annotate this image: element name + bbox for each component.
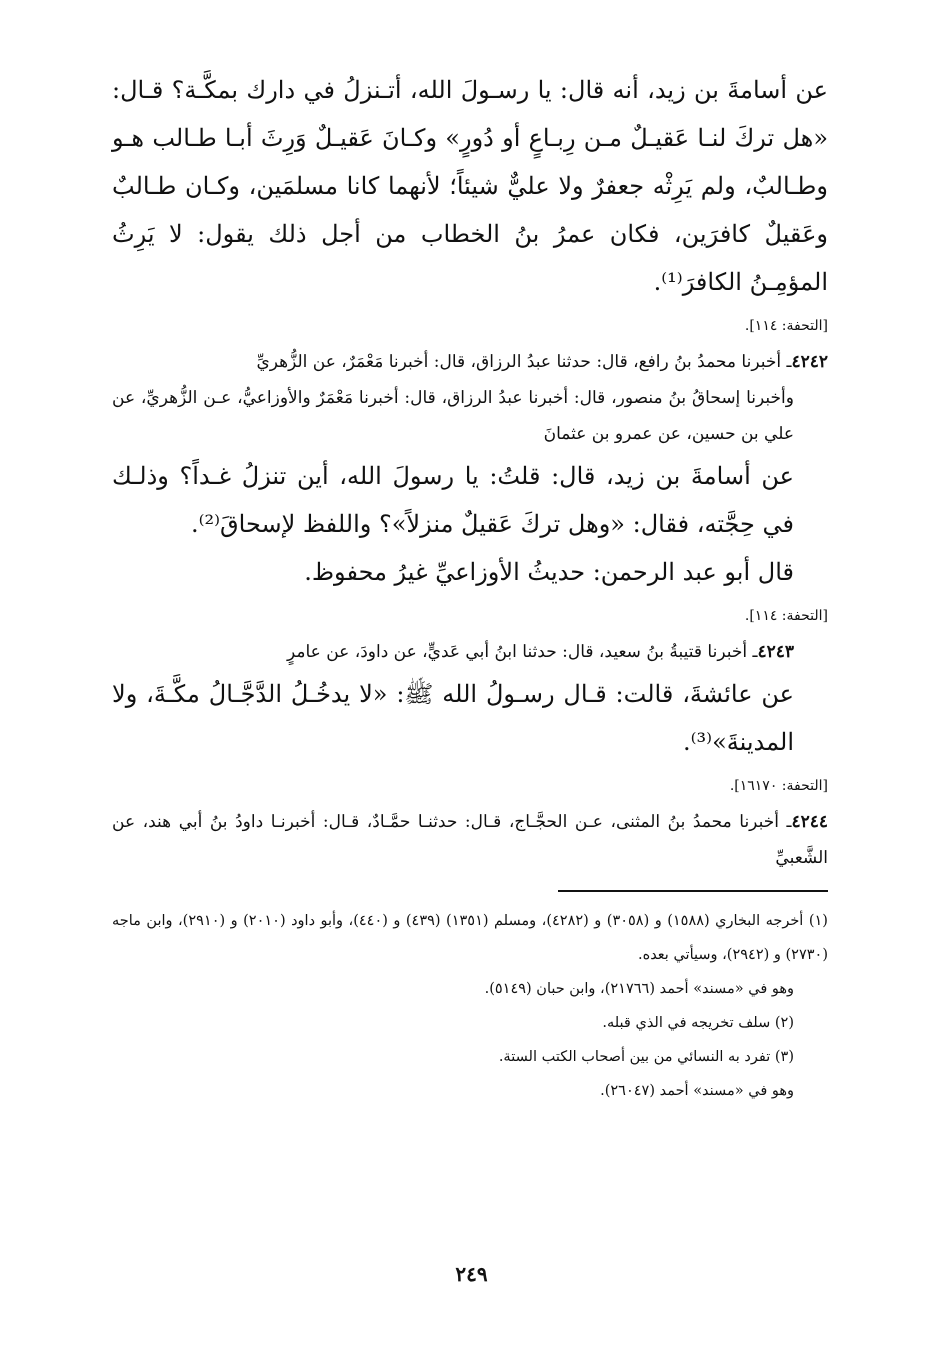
- page-body: [112, 66, 828, 1108]
- hadith-4244-isnad-text: ـ أخبرنا محمدُ بنُ المثنى، عـن الحجَّـاج، قـال: حدثنـا حمَّـادٌ، قـال: أخبرنـا داودُ بنُ أبي هند، عن الشَّعبيِّ: [112, 812, 828, 868]
- page-number: ٢٤٩: [455, 1262, 488, 1286]
- hadith-4242-text: عن أسامةَ بن زيد، قال: قلتُ: يا رسولَ الله، أين تنزلُ غـداً؟ وذلـك في حِجَّته، فقال: «وهل تركَ عَقيلٌ منزلاً»؟ واللفظ لإسحاقَ⁽²⁾.: [112, 462, 794, 538]
- hadith-4241-text: عن أسامةَ بن زيد، أنه قال: يا رسـولَ الله، أتـنزلُ في دارك بمكَّـة؟ قـال: «هل تركَ لنـا عَقيـلٌ مـن رِبـاعٍ أو دُورٍ» وكـانَ عَقيـلٌ وَرِثَ أبـا طـالب هـو وطـالبٌ، ولم يَرِثْه جعفرٌ ولا عليٌّ شيئاً؛ لأنهما كانا مسلمَين، وكـان طـالبٌ وعَقيلٌ كافرَين، فكان عمرُ بنُ الخطاب من أجل ذلك يقول: لا يَرِثُ المؤمِـنُ الكافرَ⁽¹⁾.: [112, 76, 828, 296]
- hadith-4242-comment: قال أبو عبد الرحمن: حديثُ الأوزاعيِّ غيرُ محفوظ.: [304, 558, 794, 586]
- footnote-3-continued: وهو في «مسند» أحمد (٢٦٠٤٧).: [600, 1083, 794, 1099]
- footnote-1: (١) أخرجه البخاري (١٥٨٨) و (٣٠٥٨) و (٤٢٨٢)، ومسلم (١٣٥١) (٤٣٩) و (٤٤٠)، وأبو داود (٢٠١٠) و (٢٩١٠)، وابن ماجه (٢٧٣٠) و (٢٩٤٢)، وسيأتي بعده.: [112, 913, 828, 963]
- hadith-4243-reference: [التحفة: ١٦١٧٠].: [729, 778, 828, 794]
- hadith-4242-isnad-1: ـ أخبرنا محمدُ بنُ رافع، قال: حدثنا عبدُ الرزاق، قال: أخبرنا مَعْمَرٌ، عن الزُّهريِّ: [256, 352, 792, 372]
- hadith-4243-text: عن عائشةَ، قالت: قـال رسـولُ الله ﷺ: «لا يدخُـلُ الدَّجَّـالُ مكَّـةَ، ولا المدينةَ»⁽³⁾.: [112, 680, 795, 756]
- footnote-3: (٣) تفرد به النسائي من بين أصحاب الكتب الستة.: [498, 1049, 794, 1065]
- footnote-separator-wrap: [112, 890, 828, 892]
- hadith-4244-number: ٤٢٤٤: [791, 812, 828, 832]
- hadith-4241-reference: [التحفة: ١١٤].: [744, 318, 828, 334]
- footnote-1-continued: وهو في «مسند» أحمد (٢١٧٦٦)، وابن حبان (٥١٤٩).: [484, 981, 794, 997]
- footnote-2: (٢) سلف تخريجه في الذي قبله.: [602, 1015, 794, 1031]
- hadith-4242-isnad-2: وأخبرنا إسحاقُ بنُ منصور، قال: أخبرنا عبدُ الرزاق، قال: أخبرنا مَعْمَرٌ والأوزاعيُّ، عـن الزُّهريِّ، عن علي بن حسين، عن عمرو بن عثمانَ: [112, 388, 794, 444]
- hadith-4242-reference: [التحفة: ١١٤].: [744, 608, 828, 624]
- hadith-4244-isnad: [112, 804, 828, 876]
- hadith-4242-number: ٤٢٤٢: [791, 352, 828, 372]
- hadith-4243-isnad-text: ـ أخبرنا قتيبةُ بنُ سعيد، قال: حدثنا ابنُ أبي عَديٍّ، عن داودَ، عن عامرٍ: [287, 642, 758, 662]
- footnote-separator: [558, 890, 828, 892]
- hadith-4242-isnad: [112, 344, 828, 380]
- hadith-4243-isnad: [112, 634, 828, 670]
- hadith-4243-number: ٤٢٤٣: [757, 642, 794, 662]
